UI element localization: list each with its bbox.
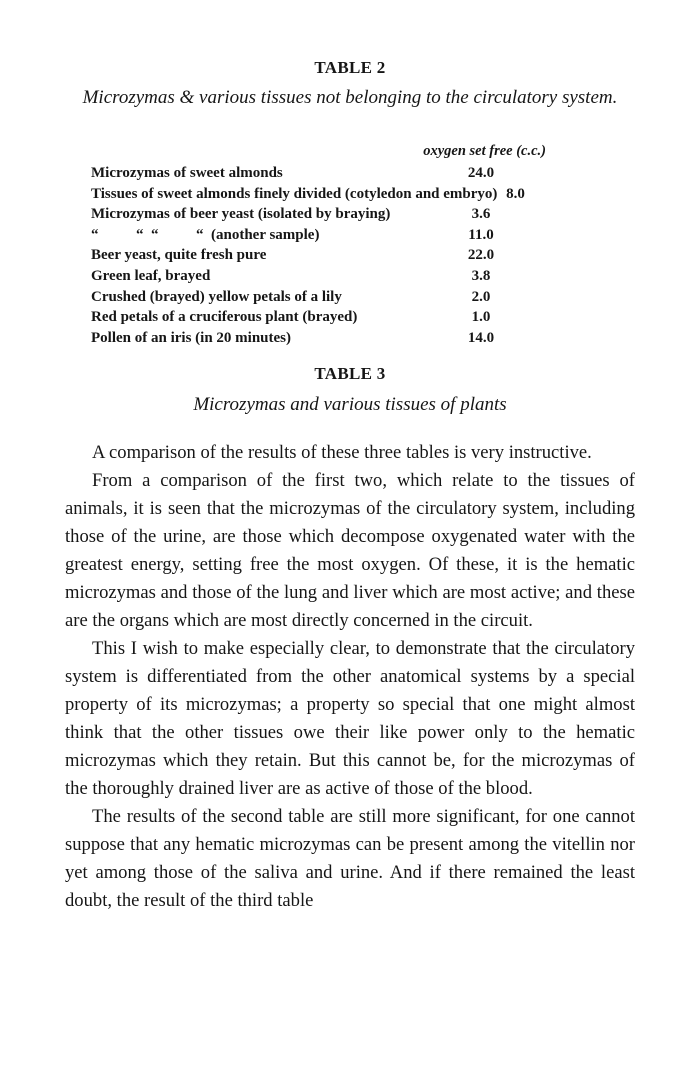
table-row [91, 163, 561, 184]
paragraph: From a comparison of the first two, which relate to the tissues of animals, it is seen that the microzymas of the circulatory system, including those of the urine, are those which decompose oxygenated water with the greatest energy, setting free the most oxygen. Of these, it is the hematic microzymas and those of the lung and liver which are most active; and these are the organs which are most directly concerned in the circuit. [65, 470, 635, 632]
row-label: Microzymas of beer yeast (isolated by braying) [91, 206, 391, 223]
table-row [91, 287, 561, 308]
oxygen-column-header: oxygen set free (c.c.) [423, 143, 546, 159]
row-label: Crushed (brayed) yellow petals of a lily [91, 288, 342, 305]
table-row [91, 307, 561, 328]
paragraph: This I wish to make especially clear, to demonstrate that the circulatory system is differentiated from the other anatomical systems by a special property of its microzymas; a property so special that one might almost think that the other tissues owe their like power only to the hematic microzymas which they retain. But this cannot be, for the microzymas of the thoroughly drained liver are as active of those of the blood. [65, 638, 635, 800]
table2-subtitle: Microzymas & various tissues not belonging to the circulatory system. [82, 87, 618, 108]
row-label: Green leaf, brayed [91, 267, 211, 284]
paragraph: A comparison of the results of these three tables is very instructive. [92, 442, 592, 464]
row-value: 8.0 [506, 185, 525, 202]
table-row [91, 245, 561, 266]
table-row [91, 266, 561, 287]
paragraph: The results of the second table are still more significant, for one cannot suppose that any hematic microzymas can be present among the vitellin nor yet among those of the saliva and urine. And if there remained the least doubt, the result of the third table [65, 806, 635, 912]
row-value: 11.0 [468, 226, 494, 243]
table3-subtitle: Microzymas and various tissues of plants [193, 394, 507, 416]
row-value: 14.0 [467, 329, 495, 346]
table3-section [65, 364, 635, 416]
row-label: Tissues of sweet almonds finely divided (cotyledon and embryo) [91, 185, 498, 202]
row-value: 22.0 [467, 247, 495, 264]
row-label: Pollen of an iris (in 20 minutes) [91, 329, 292, 346]
row-value: 2.0 [471, 288, 491, 305]
table2-section [65, 58, 635, 348]
row-label: Beer yeast, quite fresh pure [91, 247, 267, 264]
row-label: Microzymas of sweet almonds [91, 165, 283, 181]
table-row [91, 328, 561, 349]
table2-title: TABLE 2 [314, 58, 386, 77]
row-value: 24.0 [467, 165, 495, 181]
table-row [91, 225, 561, 246]
table2 [91, 143, 561, 348]
row-label: “ “ “ “ (another sample) [91, 226, 320, 243]
row-value: 3.8 [471, 267, 491, 284]
row-value: 1.0 [471, 309, 491, 326]
body-text [65, 439, 635, 915]
row-value: 3.6 [471, 206, 491, 223]
table3-title: TABLE 3 [314, 364, 386, 384]
row-label: Red petals of a cruciferous plant (brayed) [91, 309, 358, 326]
table-row [91, 204, 561, 225]
table-row [91, 184, 561, 205]
